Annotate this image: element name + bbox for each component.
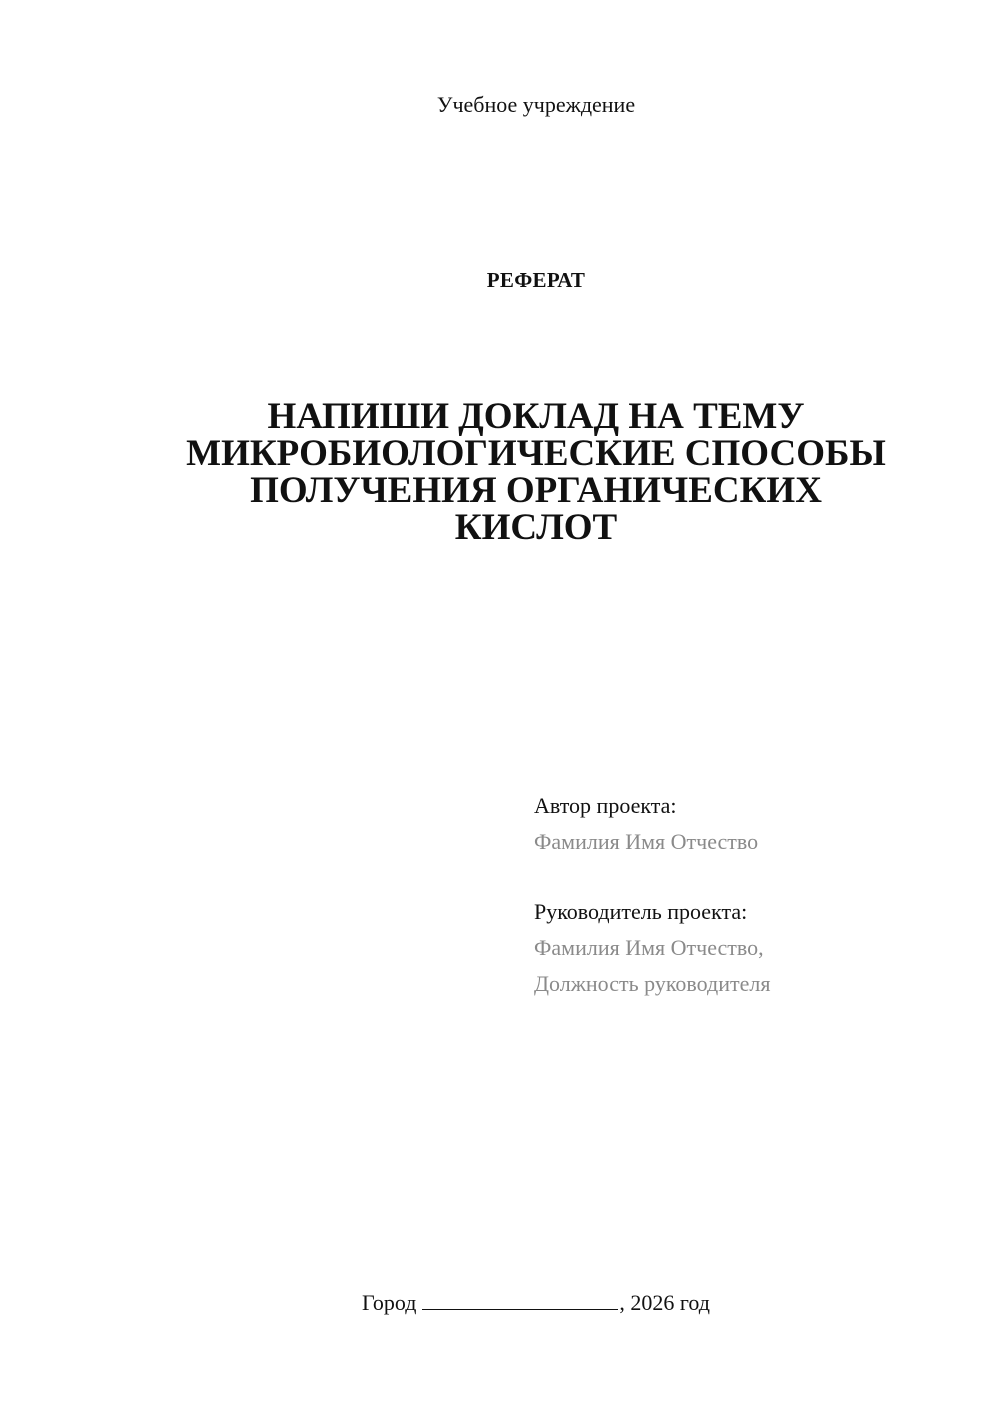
title-line: КИСЛОТ bbox=[454, 507, 618, 548]
title-line: МИКРОБИОЛОГИЧЕСКИЕ СПОСОБЫ bbox=[186, 433, 886, 474]
supervisor-name: Фамилия Имя Отчество, bbox=[534, 935, 764, 960]
footer-city-year bbox=[0, 1290, 1000, 1316]
supervisor-label: Руководитель проекта: bbox=[534, 899, 748, 924]
supervisor-position: Должность руководителя bbox=[534, 971, 771, 996]
credits-block bbox=[534, 788, 974, 1002]
report-title bbox=[140, 398, 932, 546]
city-label: Город bbox=[362, 1290, 417, 1315]
document-type: РЕФЕРАТ bbox=[486, 268, 586, 292]
title-line: ПОЛУЧЕНИЯ ОРГАНИЧЕСКИХ bbox=[250, 470, 822, 511]
institution-name: Учебное учреждение bbox=[436, 92, 636, 117]
author-name: Фамилия Имя Отчество bbox=[534, 829, 759, 854]
year-text: , 2026 год bbox=[619, 1290, 710, 1315]
city-blank-line bbox=[422, 1291, 618, 1310]
credits-spacer bbox=[534, 860, 974, 894]
title-line: НАПИШИ ДОКЛАД НА ТЕМУ bbox=[267, 396, 805, 437]
author-label: Автор проекта: bbox=[534, 793, 677, 818]
